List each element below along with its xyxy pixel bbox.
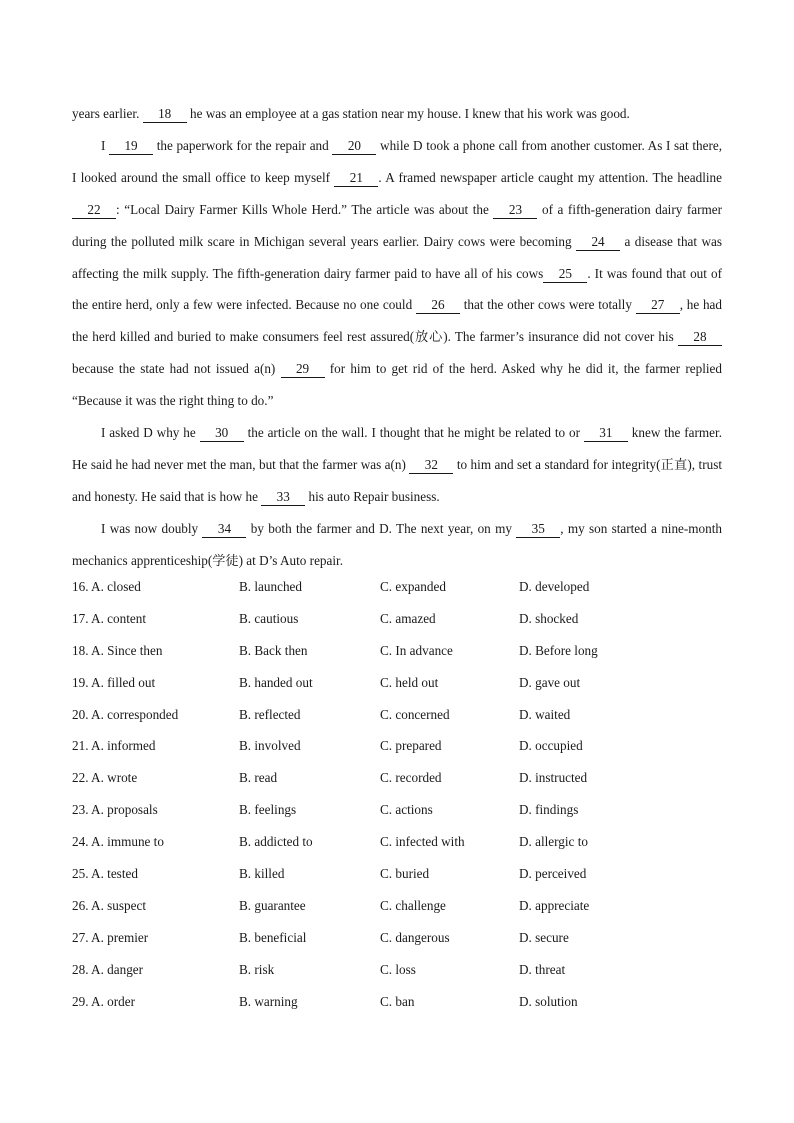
answer-blank: 27 [636,297,680,314]
option-b: B. beneficial [239,929,307,945]
passage-text: his auto Repair business. [305,488,440,504]
option-c: C. prepared [380,738,442,754]
option-b: B. guarantee [239,897,306,913]
passage-paragraph [72,513,722,577]
option-d: D. gave out [519,674,581,690]
option-a: 17. A. content [72,610,146,626]
option-a: 27. A. premier [72,929,149,945]
passage-text: the article on the wall. I thought that he might be related to or [243,425,584,441]
option-b: B. feelings [239,802,297,818]
question-row [72,603,722,635]
question-row [72,794,722,826]
passage-text: I [101,137,110,153]
passage-text: of a fifth-generation dairy farmer during the polluted milk scare in Michigan several years earlier. Dairy cows were becoming [72,201,723,249]
passage-text: : “Local Dairy Farmer Kills Whole Herd.” The article was about the [116,201,494,217]
option-c: C. loss [380,961,416,977]
option-a: 20. A. corresponded [72,706,179,722]
option-b: B. addicted to [239,834,313,850]
passage-text: , he had the herd killed and buried to make consumers feel rest assured(放心). The farmer’s insurance did not cover his [72,297,722,345]
answer-blank: 24 [576,234,620,251]
option-d: D. solution [519,993,578,1009]
question-row [72,954,722,986]
option-a: 24. A. immune to [72,834,164,850]
answer-blank: 35 [516,521,560,538]
option-b: B. handed out [239,674,313,690]
answer-blank: 29 [281,361,325,378]
answer-blank: 28 [678,329,722,346]
option-c: C. held out [380,674,439,690]
option-c: C. challenge [380,897,446,913]
answer-blank: 21 [334,170,378,187]
question-row [72,922,722,954]
answer-blank: 34 [202,521,246,538]
option-a: 16. A. closed [72,579,141,594]
option-b: B. killed [239,866,285,882]
answer-blank: 32 [409,457,453,474]
option-b: B. involved [239,738,301,754]
answer-blank: 33 [261,489,305,506]
passage-text: he was an employee at a gas station near my house. I knew that his work was good. [186,106,630,121]
option-b: B. risk [239,961,275,977]
option-c: C. amazed [380,610,436,626]
option-a: 21. A. informed [72,738,156,754]
passage-text: , my son started a nine-month mechanics apprenticeship(学徒) at D’s Auto repair. [72,520,722,568]
option-d: D. shocked [519,610,579,626]
answer-blank: 23 [493,202,537,219]
question-options-list [72,571,722,1017]
passage-text: I was now doubly [101,520,203,536]
option-b: B. Back then [239,642,308,658]
option-d: D. allergic to [519,834,588,850]
option-a: 19. A. filled out [72,674,156,690]
option-d: D. developed [519,579,590,594]
option-b: B. read [239,770,278,786]
answer-blank: 22 [72,202,116,219]
question-row [72,730,722,762]
passage-text: . It was found that out of the entire herd, only a few were infected. Because no one could [72,265,722,313]
option-d: D. findings [519,802,579,818]
option-d: D. waited [519,706,571,722]
option-d: D. Before long [519,642,598,658]
option-a: 23. A. proposals [72,802,158,818]
answer-blank: 25 [543,266,587,283]
passage-text: years earlier. [72,106,143,121]
passage-text: knew the farmer. He said he had never met the man, but that the farmer was a(n) [72,425,722,472]
option-a: 18. A. Since then [72,642,163,658]
option-c: C. dangerous [380,929,450,945]
option-a: 25. A. tested [72,866,138,882]
option-d: D. secure [519,929,569,945]
option-b: B. launched [239,579,302,594]
question-row [72,699,722,731]
passage-text: a disease that was affecting the milk supply. The fifth-generation dairy farmer paid to have all of his cows [72,233,722,281]
option-c: C. buried [380,866,430,882]
passage-text: that the other cows were totally [459,297,636,313]
passage-text: for him to get rid of the herd. Asked why he did it, the farmer replied “Because it was the right thing to do.” [72,361,722,409]
question-row [72,858,722,890]
option-a: 26. A. suspect [72,897,146,913]
option-d: D. appreciate [519,897,590,913]
answer-blank: 26 [416,297,460,314]
question-row [72,635,722,667]
option-c: C. In advance [380,642,453,658]
option-b: B. cautious [239,610,299,626]
answer-blank: 20 [332,138,376,155]
option-c: C. ban [380,993,415,1009]
cloze-passage [72,98,722,577]
passage-text: I asked D why he [101,425,200,441]
option-b: B. warning [239,993,298,1009]
passage-text: by both the farmer and D. The next year, on my [246,520,517,536]
passage-text: the paperwork for the repair and [153,137,333,153]
option-a: 28. A. danger [72,961,144,977]
answer-blank: 19 [109,138,153,155]
option-c: C. expanded [380,579,446,594]
answer-blank: 18 [143,106,187,123]
option-d: D. occupied [519,738,583,754]
option-c: C. recorded [380,770,442,786]
option-b: B. reflected [239,706,301,722]
question-row [72,762,722,794]
passage-paragraph [72,417,722,513]
option-d: D. perceived [519,866,587,882]
question-row [72,571,722,603]
question-row [72,826,722,858]
option-c: C. infected with [380,834,465,850]
passage-text: . A framed newspaper article caught my attention. The headline [378,169,722,185]
question-row [72,667,722,699]
option-a: 29. A. order [72,993,135,1009]
answer-blank: 30 [200,425,244,442]
option-d: D. threat [519,961,566,977]
question-row [72,890,722,922]
passage-text: to him and set a standard for integrity(正直), trust and honesty. He said that is how he [72,456,722,504]
option-a: 22. A. wrote [72,770,138,786]
passage-paragraph [72,98,722,130]
passage-text: while D took a phone call from another customer. As I sat there, I looked around the small office to keep myself [72,137,722,185]
option-c: C. concerned [380,706,450,722]
question-row [72,986,722,1018]
answer-blank: 31 [584,425,628,442]
option-d: D. instructed [519,770,588,786]
option-c: C. actions [380,802,433,818]
passage-paragraph [72,130,722,417]
passage-text: because the state had not issued a(n) [72,361,281,377]
